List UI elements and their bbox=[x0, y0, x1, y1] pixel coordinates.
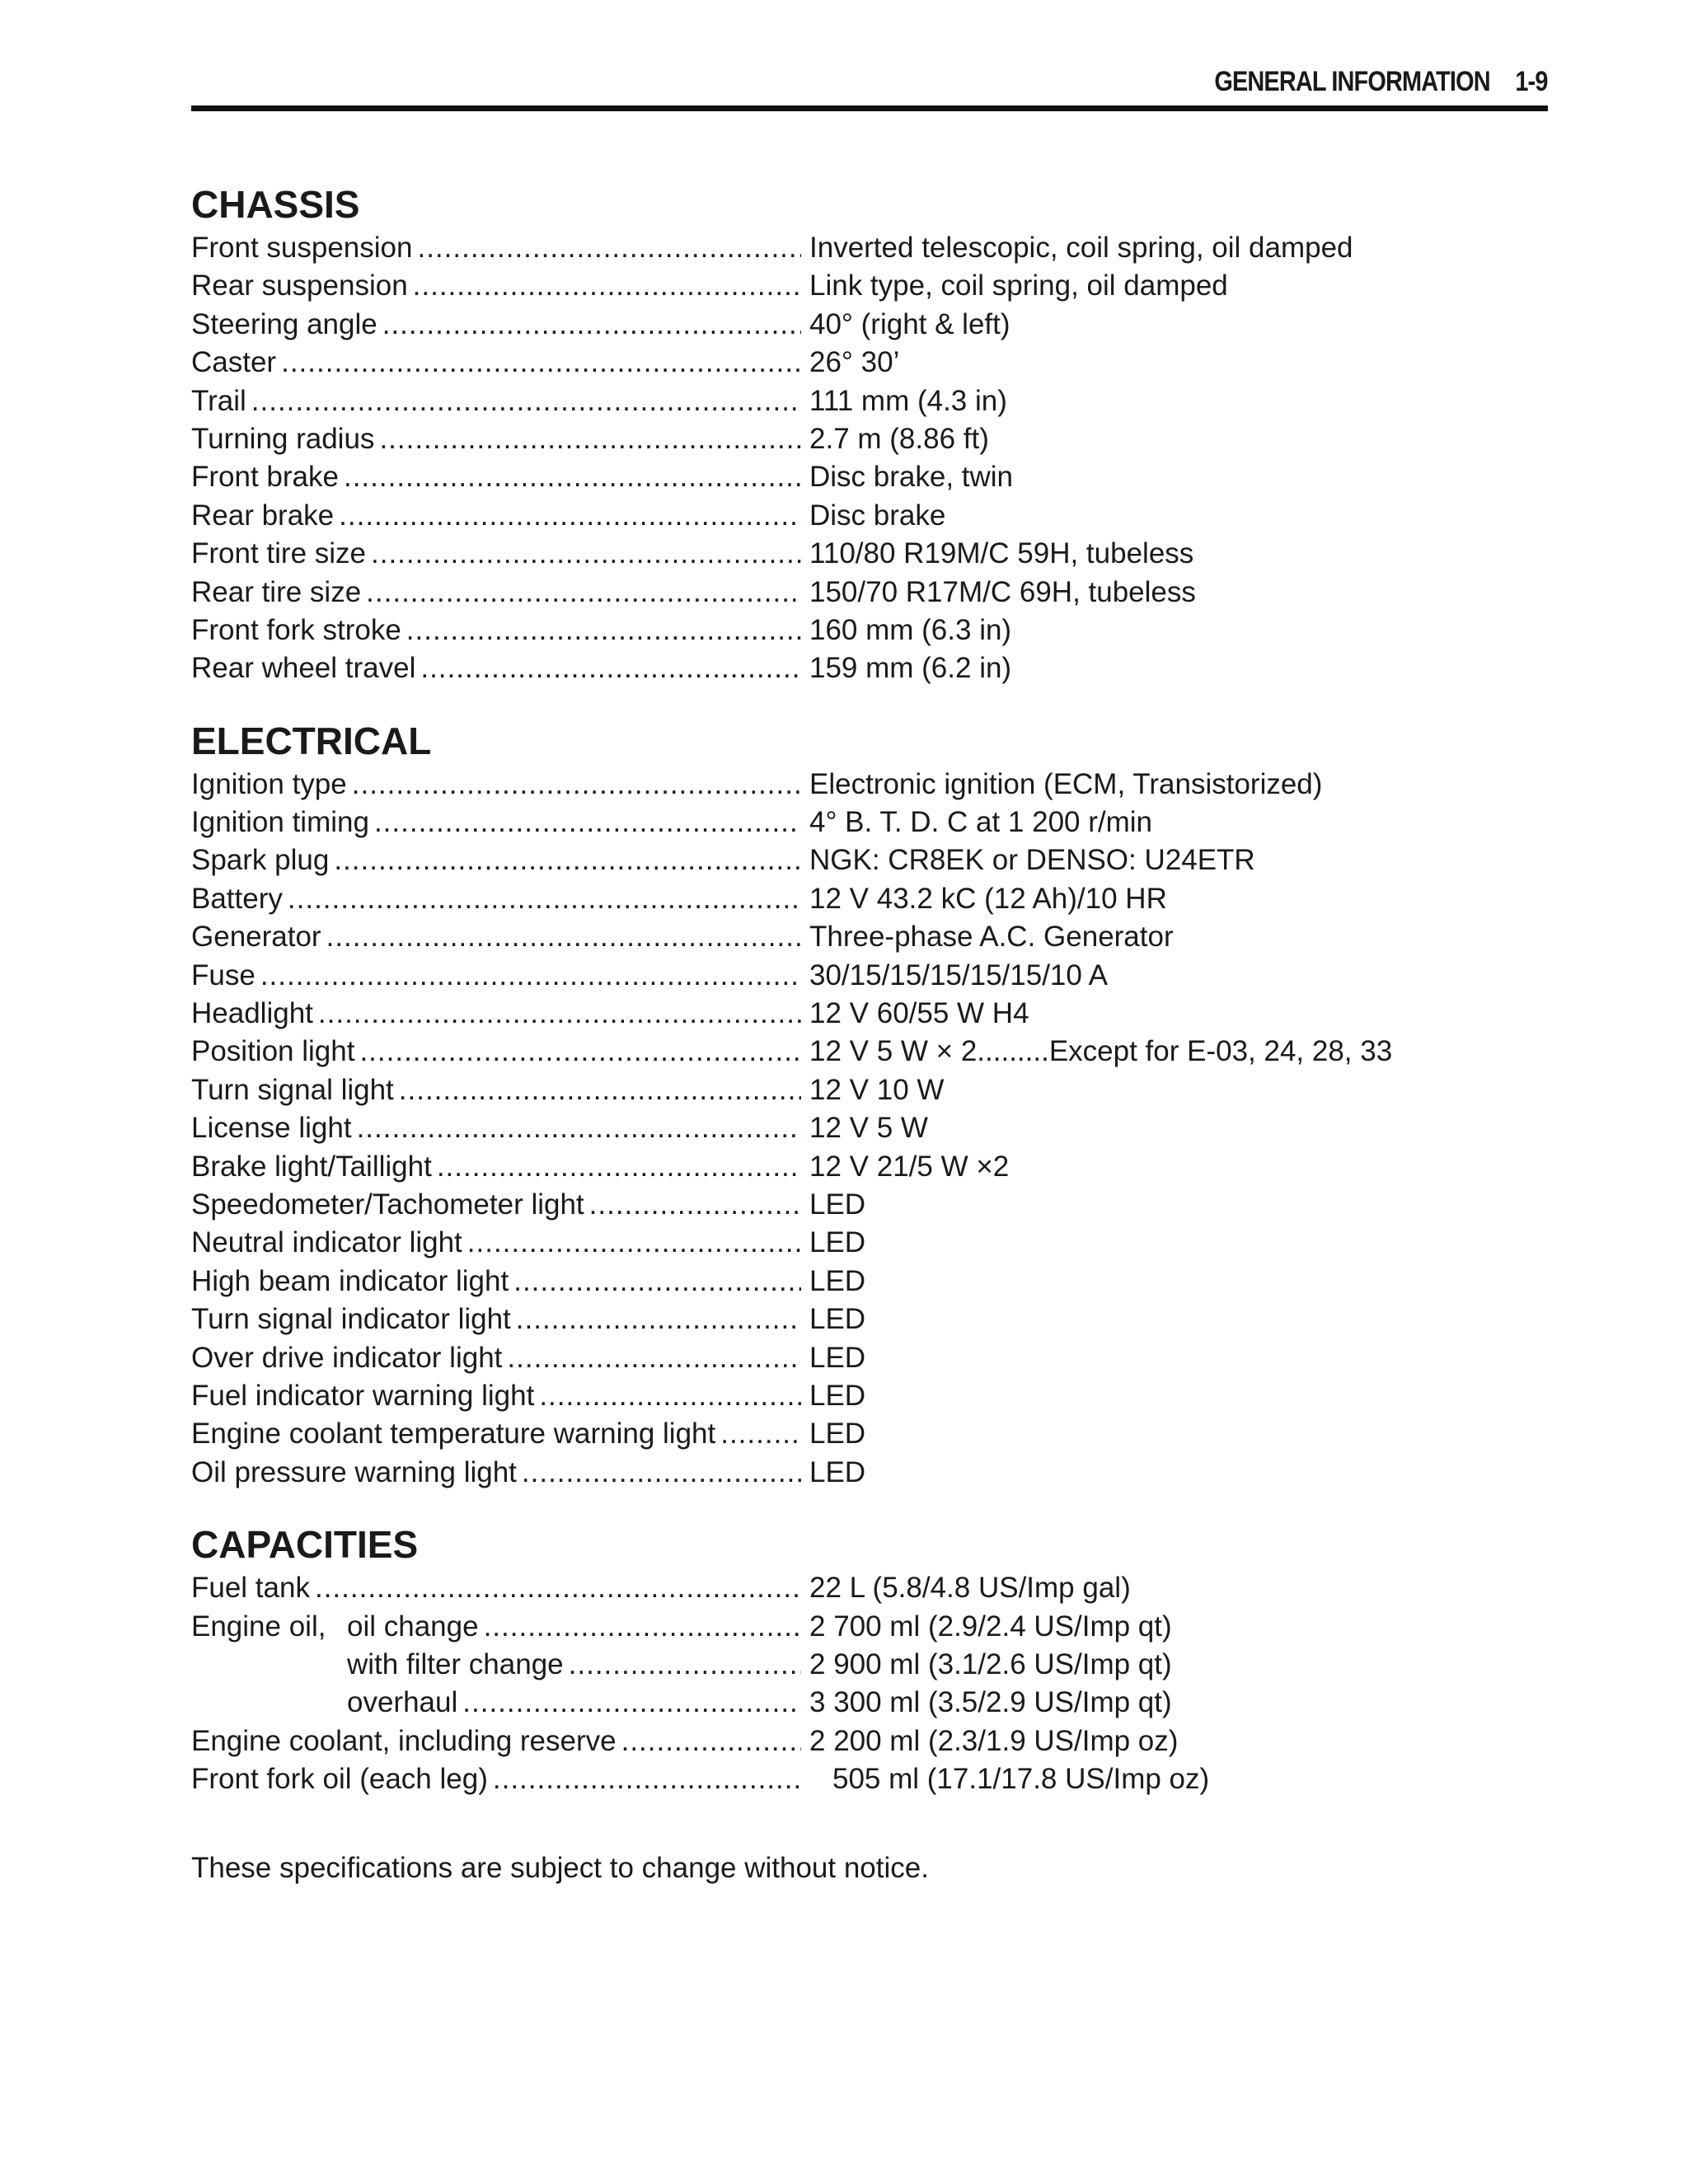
leader-dots bbox=[516, 1301, 801, 1338]
leader-dots bbox=[374, 804, 801, 841]
leader-dots bbox=[315, 1569, 801, 1607]
spec-label: Speedometer/Tachometer light bbox=[191, 1186, 589, 1224]
leader-dots bbox=[352, 766, 801, 804]
section-chassis bbox=[191, 180, 1548, 688]
leader-dots bbox=[420, 649, 801, 687]
spec-label: High beam indicator light bbox=[191, 1263, 513, 1301]
spec-row bbox=[191, 1186, 1548, 1224]
spec-value: 505 ml (17.1/17.8 US/Imp oz) bbox=[832, 1763, 1210, 1796]
leader-dots bbox=[251, 382, 801, 420]
spec-row bbox=[191, 497, 1548, 535]
leader-dots bbox=[379, 420, 801, 458]
spec-value: Disc brake bbox=[809, 499, 946, 532]
spec-row bbox=[191, 649, 1548, 687]
spec-value: 12 V 10 W bbox=[809, 1073, 945, 1106]
spec-value: 30/15/15/15/15/15/10 A bbox=[809, 958, 1108, 991]
spec-row bbox=[191, 344, 1548, 382]
leader-dots bbox=[399, 1071, 801, 1109]
spec-value: 26° 30’ bbox=[809, 346, 900, 379]
spec-list bbox=[191, 766, 1548, 1492]
spec-value: 12 V 5 W × 2.........Except for E-03, 24, 28, 33 bbox=[809, 1035, 1393, 1068]
spec-label: Battery bbox=[191, 880, 288, 918]
spec-label: Brake light/Taillight bbox=[191, 1148, 437, 1186]
leader-dots bbox=[417, 229, 801, 267]
leader-dots bbox=[522, 1454, 801, 1492]
spec-row bbox=[191, 1415, 1548, 1453]
spec-value: LED bbox=[809, 1455, 866, 1488]
leader-dots bbox=[288, 880, 801, 918]
spec-label: Steering angle bbox=[191, 306, 382, 344]
spec-row bbox=[191, 957, 1548, 995]
spec-value: 22 L (5.8/4.8 US/Imp gal) bbox=[809, 1572, 1131, 1605]
leader-dots bbox=[334, 841, 801, 879]
spec-row bbox=[191, 420, 1548, 458]
spec-row bbox=[191, 1263, 1548, 1301]
leader-dots bbox=[339, 497, 801, 535]
spec-label: Fuel tank bbox=[191, 1569, 315, 1607]
spec-label: Ignition type bbox=[191, 766, 352, 804]
spec-label: Front brake bbox=[191, 458, 344, 496]
spec-label: Turn signal indicator light bbox=[191, 1301, 516, 1338]
leader-dots bbox=[621, 1722, 801, 1760]
spec-label: Front tire size bbox=[191, 535, 371, 573]
spec-value: Three-phase A.C. Generator bbox=[809, 921, 1174, 954]
section-title: CAPACITIES bbox=[191, 1523, 419, 1567]
spec-value: LED bbox=[809, 1418, 866, 1451]
spec-label: Neutral indicator light bbox=[191, 1224, 467, 1262]
spec-row bbox=[191, 535, 1548, 573]
section-title: CHASSIS bbox=[191, 183, 360, 226]
leader-dots bbox=[260, 957, 801, 995]
spec-value: 12 V 21/5 W ×2 bbox=[809, 1150, 1010, 1183]
spec-value: 110/80 R19M/C 59H, tubeless bbox=[809, 537, 1194, 570]
leader-dots bbox=[281, 344, 801, 382]
spec-label: License light bbox=[191, 1109, 357, 1147]
spec-label: overhaul bbox=[191, 1684, 462, 1722]
spec-row bbox=[191, 804, 1548, 841]
spec-value: 12 V 60/55 W H4 bbox=[809, 997, 1029, 1030]
spec-label: Ignition timing bbox=[191, 804, 374, 841]
spec-row bbox=[191, 1109, 1548, 1147]
leader-dots bbox=[437, 1148, 801, 1186]
spec-row bbox=[191, 1033, 1548, 1071]
spec-row bbox=[191, 574, 1548, 612]
leader-dots bbox=[720, 1415, 801, 1453]
spec-label: Engine coolant, including reserve bbox=[191, 1722, 621, 1760]
disclaimer-note: These specifications are subject to change without notice. bbox=[191, 1852, 929, 1885]
spec-row bbox=[191, 1301, 1548, 1338]
spec-label: Turn signal light bbox=[191, 1071, 399, 1109]
spec-row bbox=[191, 1760, 1548, 1798]
leader-dots bbox=[589, 1186, 801, 1224]
spec-value: 159 mm (6.2 in) bbox=[809, 652, 1012, 685]
spec-row bbox=[191, 918, 1548, 956]
spec-value: 150/70 R17M/C 69H, tubeless bbox=[809, 575, 1196, 608]
spec-label bbox=[191, 1608, 484, 1646]
leader-dots bbox=[462, 1684, 801, 1722]
leader-dots bbox=[569, 1646, 801, 1684]
spec-label: Position light bbox=[191, 1033, 359, 1071]
spec-row bbox=[191, 458, 1548, 496]
spec-label: Front fork stroke bbox=[191, 612, 406, 649]
spec-row bbox=[191, 1569, 1548, 1607]
spec-label: Rear tire size bbox=[191, 574, 366, 612]
spec-label-text: oil change bbox=[347, 1610, 479, 1643]
section-title: ELECTRICAL bbox=[191, 719, 432, 762]
spec-value: NGK: CR8EK or DENSO: U24ETR bbox=[809, 844, 1255, 877]
spec-row bbox=[191, 382, 1548, 420]
spec-label: Turning radius bbox=[191, 420, 379, 458]
spec-value: 2 200 ml (2.3/1.9 US/Imp oz) bbox=[809, 1724, 1179, 1757]
spec-row bbox=[191, 841, 1548, 879]
spec-value: 111 mm (4.3 in) bbox=[809, 384, 1007, 417]
spec-value: LED bbox=[809, 1264, 866, 1297]
header-section-title: GENERAL INFORMATION bbox=[1214, 66, 1491, 97]
spec-value: 2 700 ml (2.9/2.4 US/Imp qt) bbox=[809, 1610, 1172, 1643]
spec-value: 160 mm (6.3 in) bbox=[809, 613, 1012, 646]
spec-row bbox=[191, 1454, 1548, 1492]
leader-dots bbox=[513, 1263, 801, 1301]
spec-label: Rear suspension bbox=[191, 267, 413, 305]
leader-dots bbox=[493, 1760, 801, 1798]
spec-row bbox=[191, 1148, 1548, 1186]
spec-label: Headlight bbox=[191, 995, 318, 1033]
spec-label: Oil pressure warning light bbox=[191, 1454, 522, 1492]
leader-dots bbox=[318, 995, 801, 1033]
spec-label-prefix: Engine oil, bbox=[191, 1610, 326, 1643]
leader-dots bbox=[344, 458, 801, 496]
spec-value: Electronic ignition (ECM, Transistorized) bbox=[809, 767, 1323, 800]
spec-label: Rear brake bbox=[191, 497, 339, 535]
spec-label: Fuel indicator warning light bbox=[191, 1377, 539, 1415]
spec-row bbox=[191, 766, 1548, 804]
spec-label: Over drive indicator light bbox=[191, 1339, 507, 1377]
spec-value: 4° B. T. D. C at 1 200 r/min bbox=[809, 806, 1153, 839]
spec-value: Inverted telescopic, coil spring, oil damped bbox=[809, 232, 1353, 264]
spec-row bbox=[191, 1646, 1548, 1684]
leader-dots bbox=[539, 1377, 801, 1415]
spec-row bbox=[191, 1684, 1548, 1722]
spec-value: 3 300 ml (3.5/2.9 US/Imp qt) bbox=[809, 1686, 1172, 1719]
spec-row bbox=[191, 267, 1548, 305]
spec-row bbox=[191, 1608, 1548, 1646]
spec-row bbox=[191, 1722, 1548, 1760]
spec-label: Generator bbox=[191, 918, 326, 956]
spec-row bbox=[191, 1224, 1548, 1262]
spec-value: LED bbox=[809, 1379, 866, 1412]
spec-value: 2 900 ml (3.1/2.6 US/Imp qt) bbox=[809, 1647, 1172, 1680]
spec-value: LED bbox=[809, 1188, 866, 1221]
leader-dots bbox=[406, 612, 801, 649]
spec-content bbox=[191, 180, 1548, 1887]
leader-dots bbox=[413, 267, 801, 305]
spec-row bbox=[191, 995, 1548, 1033]
section-electrical bbox=[191, 716, 1548, 1492]
spec-value: Link type, coil spring, oil damped bbox=[809, 269, 1228, 302]
spec-row bbox=[191, 1377, 1548, 1415]
leader-dots bbox=[467, 1224, 801, 1262]
spec-row bbox=[191, 880, 1548, 918]
spec-value: 12 V 5 W bbox=[809, 1112, 928, 1145]
leader-dots bbox=[507, 1339, 801, 1377]
spec-row bbox=[191, 229, 1548, 267]
leader-dots bbox=[484, 1608, 801, 1646]
spec-label: with filter change bbox=[191, 1646, 569, 1684]
leader-dots bbox=[359, 1033, 801, 1071]
spec-label: Engine coolant temperature warning light bbox=[191, 1415, 720, 1453]
leader-dots bbox=[357, 1109, 801, 1147]
spec-label: Rear wheel travel bbox=[191, 649, 420, 687]
leader-dots bbox=[382, 306, 801, 344]
spec-value: 40° (right & left) bbox=[809, 307, 1010, 340]
spec-label: Fuse bbox=[191, 957, 260, 995]
header-text bbox=[1215, 66, 1548, 98]
spec-list bbox=[191, 1569, 1548, 1798]
spec-row bbox=[191, 306, 1548, 344]
spec-label: Spark plug bbox=[191, 841, 334, 879]
section-capacities bbox=[191, 1520, 1548, 1798]
spec-label: Front suspension bbox=[191, 229, 417, 267]
spec-value: LED bbox=[809, 1303, 866, 1336]
page-header bbox=[191, 58, 1548, 111]
spec-label: Front fork oil (each leg) bbox=[191, 1760, 493, 1798]
spec-row bbox=[191, 1071, 1548, 1109]
spec-list bbox=[191, 229, 1548, 688]
spec-row bbox=[191, 612, 1548, 649]
page-number: 1-9 bbox=[1515, 66, 1548, 97]
leader-dots bbox=[366, 574, 801, 612]
leader-dots bbox=[371, 535, 801, 573]
spec-value: 12 V 43.2 kC (12 Ah)/10 HR bbox=[809, 882, 1167, 915]
spec-row bbox=[191, 1339, 1548, 1377]
spec-value: LED bbox=[809, 1341, 866, 1374]
spec-value: Disc brake, twin bbox=[809, 461, 1014, 494]
spec-label: Trail bbox=[191, 382, 251, 420]
leader-dots bbox=[326, 918, 801, 956]
spec-value: 2.7 m (8.86 ft) bbox=[809, 422, 989, 455]
spec-label: Caster bbox=[191, 344, 281, 382]
spec-value: LED bbox=[809, 1226, 866, 1259]
